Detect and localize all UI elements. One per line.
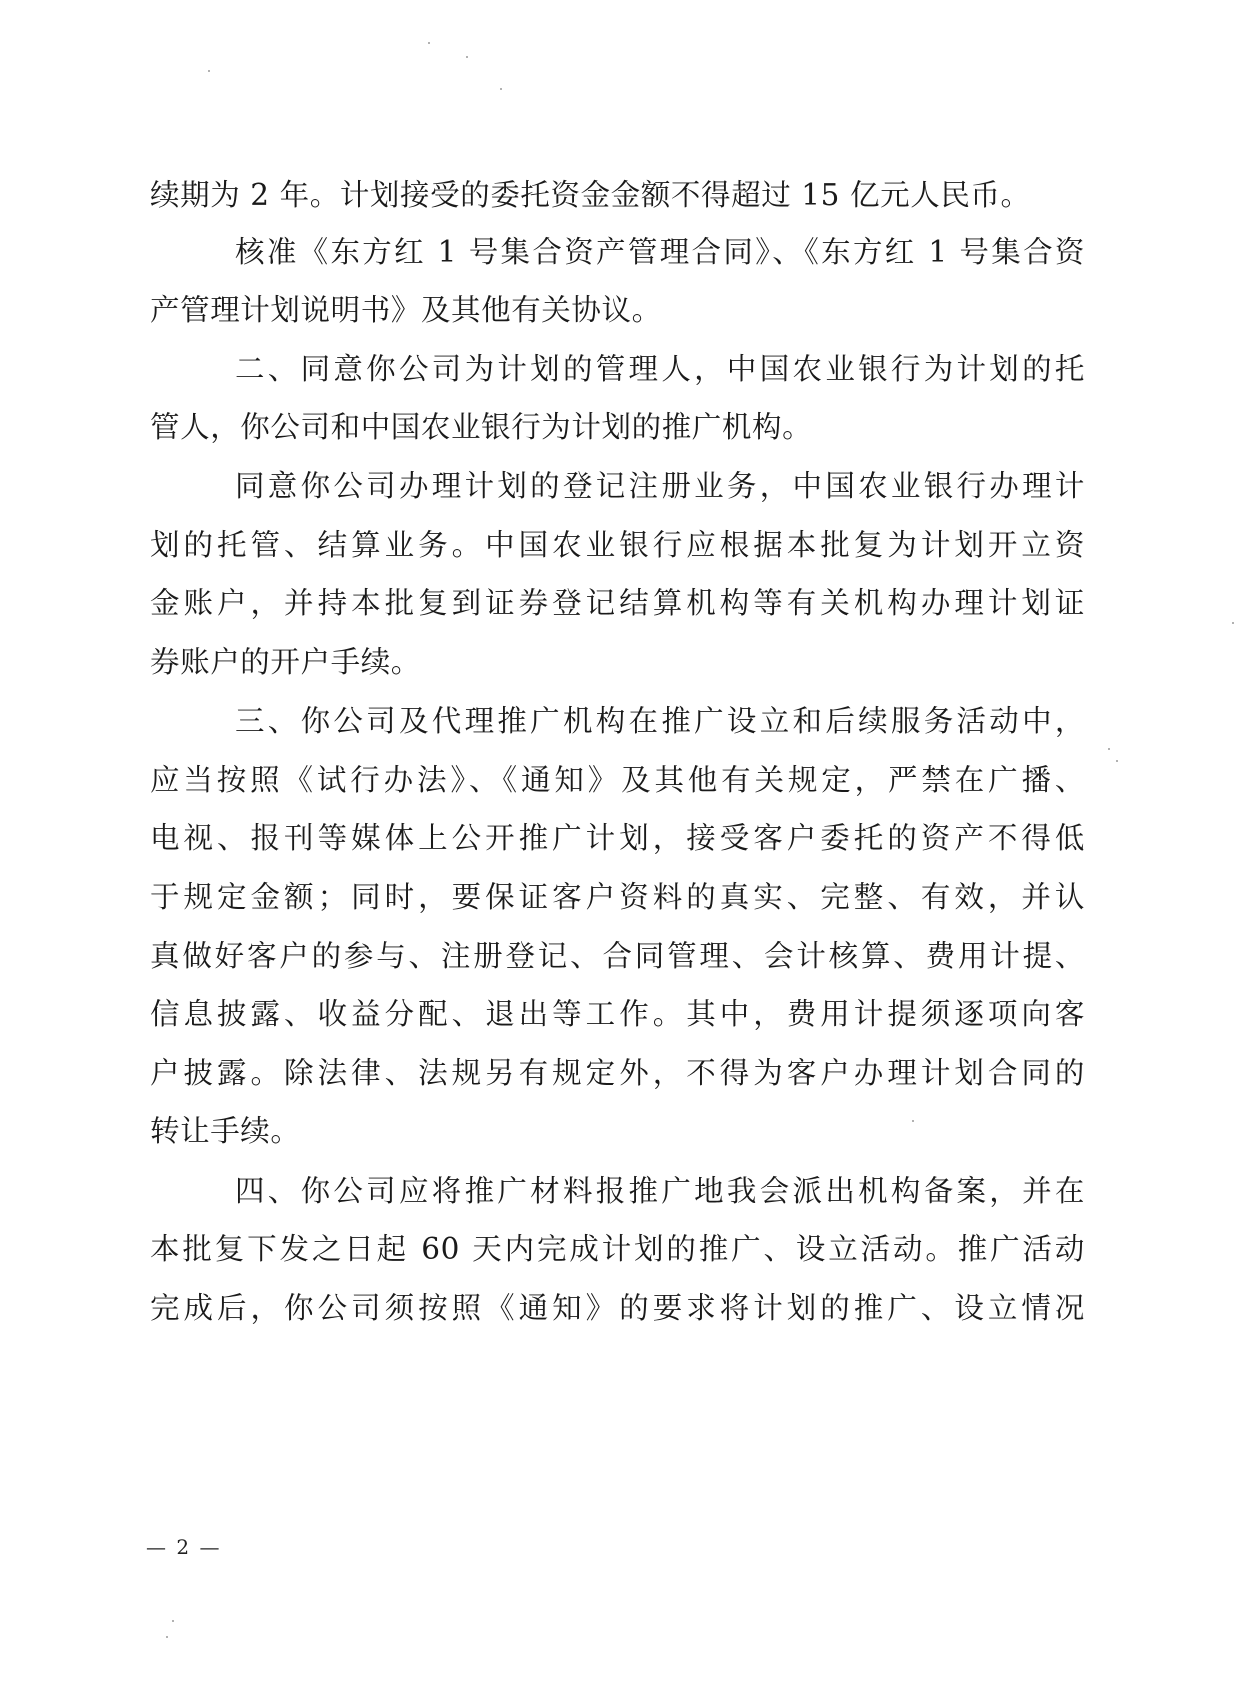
scan-speck: [1108, 748, 1110, 750]
text-line-9: 券账户的开户手续。: [150, 645, 421, 679]
text-line-20: 完成后，你公司须按照《通知》的要求将计划的推广、设立情况: [150, 1291, 1085, 1325]
text-line-5: 管人，你公司和中国农业银行为计划的推广机构。: [150, 410, 813, 444]
scan-speck: [466, 56, 468, 58]
text-line-2: 核准《东方红 1 号集合资产管理合同》、《东方红 1 号集合资: [235, 235, 1085, 269]
text-line-16: 户披露。除法律、法规另有规定外，不得为客户办理计划合同的: [150, 1056, 1085, 1090]
text-line-15: 信息披露、收益分配、退出等工作。其中，费用计提须逐项向客: [150, 997, 1085, 1031]
text-line-18: 四、你公司应将推广材料报推广地我会派出机构备案，并在: [235, 1174, 1085, 1208]
text-line-4: 二、同意你公司为计划的管理人，中国农业银行为计划的托: [235, 352, 1085, 386]
scan-speck: [500, 88, 502, 90]
scan-speck: [166, 1636, 168, 1638]
text-line-1: 续期为 2 年。计划接受的委托资金金额不得超过 15 亿元人民币。: [150, 178, 1031, 212]
text-line-19: 本批复下发之日起 60 天内完成计划的推广、设立活动。推广活动: [150, 1232, 1085, 1266]
text-line-3: 产管理计划说明书》及其他有关协议。: [150, 293, 662, 327]
text-line-6: 同意你公司办理计划的登记注册业务，中国农业银行办理计: [235, 469, 1085, 503]
text-line-12: 电视、报刊等媒体上公开推广计划，接受客户委托的资产不得低: [150, 821, 1085, 855]
text-line-14: 真做好客户的参与、注册登记、合同管理、会计核算、费用计提、: [150, 939, 1085, 973]
scan-speck: [912, 1120, 914, 1122]
text-line-10: 三、你公司及代理推广机构在推广设立和后续服务活动中，: [235, 704, 1085, 738]
scan-speck: [428, 42, 430, 44]
text-line-13: 于规定金额；同时，要保证客户资料的真实、完整、有效，并认: [150, 880, 1085, 914]
text-line-8: 金账户，并持本批复到证券登记结算机构等有关机构办理计划证: [150, 586, 1085, 620]
scan-speck: [172, 1620, 174, 1622]
scan-speck: [1116, 760, 1118, 762]
scan-speck: [208, 70, 210, 72]
text-line-7: 划的托管、结算业务。中国农业银行应根据本批复为计划开立资: [150, 528, 1085, 562]
text-line-11: 应当按照《试行办法》、《通知》及其他有关规定，严禁在广播、: [150, 763, 1085, 797]
text-line-17: 转让手续。: [150, 1114, 301, 1148]
scan-speck: [1232, 622, 1234, 624]
page-number: — 2 —: [146, 1535, 222, 1559]
